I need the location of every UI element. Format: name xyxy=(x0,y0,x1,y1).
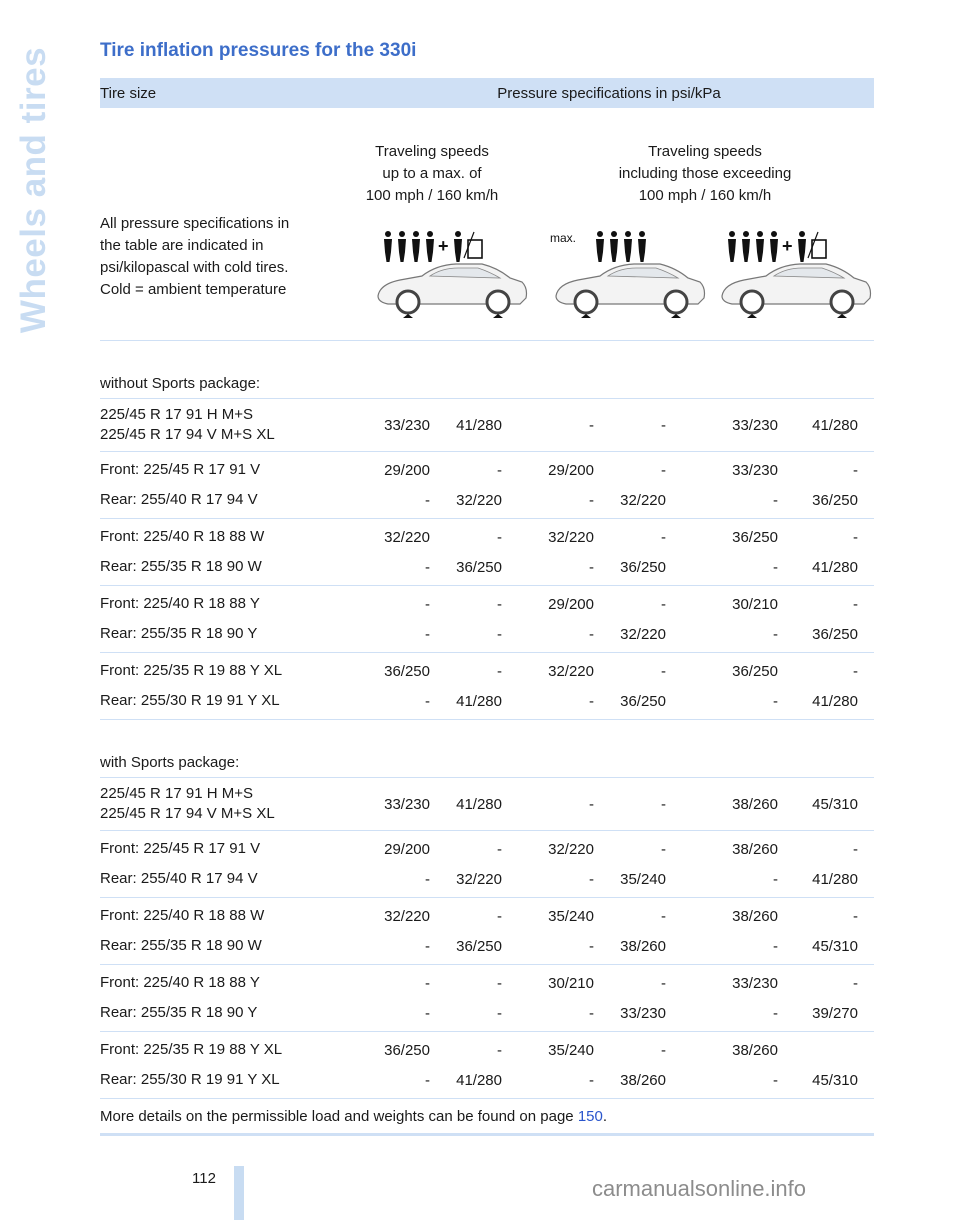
pressure-value: 32/220 xyxy=(384,528,430,546)
pressure-value: 33/230 xyxy=(732,974,778,992)
pressure-value: 41/280 xyxy=(456,416,502,434)
pressure-value: 41/280 xyxy=(812,870,858,888)
table-row xyxy=(100,901,874,931)
tire-size-label: Front: 225/40 R 18 88 W xyxy=(100,907,265,924)
pressure-value: - xyxy=(773,558,778,576)
speed-exceeding-label: Traveling speeds including those exceeding 100 mph / 160 km/h xyxy=(618,143,792,204)
pressure-value: 29/200 xyxy=(548,595,594,613)
pressure-value: - xyxy=(773,1004,778,1022)
pressure-value: 36/250 xyxy=(620,692,666,710)
pressure-value: 33/230 xyxy=(620,1004,666,1022)
pressure-table xyxy=(100,78,874,1136)
tire-group xyxy=(100,399,874,452)
pressure-value: - xyxy=(853,840,858,858)
pressure-value: - xyxy=(425,692,430,710)
tire-group xyxy=(100,831,874,898)
table-row xyxy=(100,402,874,448)
pressure-value: - xyxy=(589,795,594,813)
tire-group xyxy=(100,898,874,965)
table-row xyxy=(100,834,874,864)
table-row xyxy=(100,998,874,1028)
tire-size-label: Rear: 255/30 R 19 91 Y XL xyxy=(100,692,280,709)
max-passengers-icon xyxy=(548,218,708,328)
pressure-value: - xyxy=(497,528,502,546)
tire-size-label: 225/45 R 17 91 H M+S 225/45 R 17 94 V M+S XL xyxy=(100,785,275,822)
pressure-value: 38/260 xyxy=(620,1071,666,1089)
pressure-sections xyxy=(100,341,874,1099)
pressure-value: - xyxy=(589,416,594,434)
pressure-value: - xyxy=(661,974,666,992)
pressure-value: 29/200 xyxy=(384,461,430,479)
pressure-value: - xyxy=(497,974,502,992)
pressure-value: - xyxy=(661,795,666,813)
pressure-value: 36/250 xyxy=(732,528,778,546)
tire-size-label: Rear: 255/35 R 18 90 Y xyxy=(100,625,258,642)
tire-group xyxy=(100,519,874,586)
pressure-value: - xyxy=(853,907,858,925)
pressure-value: 35/240 xyxy=(620,870,666,888)
pressure-value: 33/230 xyxy=(732,461,778,479)
tire-size-label: Rear: 255/35 R 18 90 W xyxy=(100,937,262,954)
pressure-value: 32/220 xyxy=(620,625,666,643)
pressure-value: 32/220 xyxy=(384,907,430,925)
pressure-value: 36/250 xyxy=(732,662,778,680)
watermark: carmanualsonline.info xyxy=(592,1176,807,1201)
pressure-value: 36/250 xyxy=(812,491,858,509)
pressure-value: 36/250 xyxy=(384,1041,430,1059)
pressure-value: 38/260 xyxy=(732,795,778,813)
pressure-value: - xyxy=(661,416,666,434)
pressure-value: 45/310 xyxy=(812,1071,858,1089)
tire-size-label: Front: 225/40 R 18 88 W xyxy=(100,528,265,545)
pressure-value: 33/230 xyxy=(384,795,430,813)
pressure-value: - xyxy=(661,528,666,546)
pressure-value: - xyxy=(773,870,778,888)
speed-up-to-label: Traveling speeds up to a max. of 100 mph / 160 km/h xyxy=(365,143,499,204)
pressure-value: - xyxy=(497,595,502,613)
pressure-value: - xyxy=(661,461,666,479)
pressure-value: 38/260 xyxy=(620,937,666,955)
pressure-value: - xyxy=(661,1041,666,1059)
pressure-value: - xyxy=(497,907,502,925)
tire-size-label: Front: 225/35 R 19 88 Y XL xyxy=(100,1041,283,1058)
tire-group xyxy=(100,653,874,720)
svg-text:+: + xyxy=(782,236,793,256)
page-title: Tire inflation pressures for the 330i xyxy=(100,40,417,61)
pressure-value: 41/280 xyxy=(456,692,502,710)
table-row xyxy=(100,931,874,961)
pressure-value: 41/280 xyxy=(812,692,858,710)
pressure-value: - xyxy=(497,1004,502,1022)
pressure-value: - xyxy=(853,595,858,613)
table-row xyxy=(100,656,874,686)
pressure-value: - xyxy=(497,840,502,858)
tire-size-label: Front: 225/35 R 19 88 Y XL xyxy=(100,662,283,679)
table-row xyxy=(100,1035,874,1065)
pressure-value: - xyxy=(425,1071,430,1089)
pressure-value: 45/310 xyxy=(812,937,858,955)
svg-text:+: + xyxy=(438,236,449,256)
cold-tire-note: All pressure specifications in the table are indicated in psi/kilopascal with cold tires. Cold = ambient temperature xyxy=(100,215,290,298)
pressure-value: - xyxy=(661,840,666,858)
full-load-icon xyxy=(714,218,874,328)
table-row xyxy=(100,686,874,716)
table-header xyxy=(100,78,874,108)
pressure-value: 41/280 xyxy=(812,416,858,434)
section-label: with Sports package: xyxy=(100,720,874,778)
pressure-header: Pressure specifications in psi/kPa xyxy=(497,84,721,102)
pressure-value: - xyxy=(589,870,594,888)
pressure-value: 29/200 xyxy=(548,461,594,479)
pressure-value: - xyxy=(853,461,858,479)
pressure-value: - xyxy=(497,461,502,479)
pressure-value: 33/230 xyxy=(384,416,430,434)
pressure-value: - xyxy=(497,625,502,643)
pressure-value: 36/250 xyxy=(456,558,502,576)
page-link[interactable]: 150 xyxy=(577,1107,603,1125)
tire-size-label: Front: 225/40 R 18 88 Y xyxy=(100,595,260,612)
pressure-value: - xyxy=(425,595,430,613)
pressure-value: 38/260 xyxy=(732,907,778,925)
table-row xyxy=(100,781,874,827)
tire-size-label: Rear: 255/40 R 17 94 V xyxy=(100,870,258,887)
page-tab-bar xyxy=(234,1166,244,1220)
pressure-value: - xyxy=(773,491,778,509)
tire-size-label: Rear: 255/35 R 18 90 Y xyxy=(100,1004,258,1021)
table-row xyxy=(100,1065,874,1095)
pressure-value: 33/230 xyxy=(732,416,778,434)
table-row xyxy=(100,522,874,552)
pressure-value: 38/260 xyxy=(732,840,778,858)
tire-group xyxy=(100,778,874,831)
pressure-value: 30/210 xyxy=(732,595,778,613)
section-label: without Sports package: xyxy=(100,341,874,399)
tire-size-label: Front: 225/45 R 17 91 V xyxy=(100,461,261,478)
pressure-value: 39/270 xyxy=(812,1004,858,1022)
table-section xyxy=(100,720,874,1099)
pressure-value: - xyxy=(589,1071,594,1089)
pressure-value: 32/220 xyxy=(548,528,594,546)
pressure-value: 36/250 xyxy=(456,937,502,955)
pressure-value: - xyxy=(661,662,666,680)
tire-size-label: Rear: 255/40 R 17 94 V xyxy=(100,491,258,508)
pressure-value: 35/240 xyxy=(548,907,594,925)
tire-size-label: Front: 225/45 R 17 91 V xyxy=(100,840,261,857)
pressure-value: - xyxy=(661,907,666,925)
pressure-value: 32/220 xyxy=(456,491,502,509)
pressure-value: - xyxy=(773,692,778,710)
table-row xyxy=(100,619,874,649)
pressure-value: - xyxy=(853,974,858,992)
table-row xyxy=(100,455,874,485)
pressure-value: 36/250 xyxy=(812,625,858,643)
table-row xyxy=(100,485,874,515)
pressure-value: - xyxy=(589,558,594,576)
pressure-value: - xyxy=(853,528,858,546)
pressure-value: - xyxy=(589,625,594,643)
pressure-value: - xyxy=(425,1004,430,1022)
tire-size-label: 225/45 R 17 91 H M+S 225/45 R 17 94 V M+S XL xyxy=(100,406,275,443)
tire-group xyxy=(100,1032,874,1099)
table-section xyxy=(100,341,874,720)
side-section-title: Wheels and tires xyxy=(14,46,53,334)
pressure-value: - xyxy=(773,937,778,955)
footer-note: More details on the permissible load and weights can be found on page 150 . xyxy=(100,1099,874,1136)
tire-group xyxy=(100,452,874,519)
tire-group xyxy=(100,965,874,1032)
pressure-value: 38/260 xyxy=(732,1041,778,1059)
pressure-value: 36/250 xyxy=(620,558,666,576)
pressure-value: - xyxy=(589,491,594,509)
pressure-value: - xyxy=(425,937,430,955)
pressure-value: 29/200 xyxy=(384,840,430,858)
pressure-value: 36/250 xyxy=(384,662,430,680)
pressure-value: 45/310 xyxy=(812,795,858,813)
pressure-value: 32/220 xyxy=(620,491,666,509)
pressure-value: 41/280 xyxy=(456,795,502,813)
pressure-value: - xyxy=(853,662,858,680)
pressure-value: 41/280 xyxy=(456,1071,502,1089)
tire-size-label: Rear: 255/30 R 19 91 Y XL xyxy=(100,1071,280,1088)
pressure-value: 32/220 xyxy=(548,840,594,858)
table-row xyxy=(100,589,874,619)
table-row xyxy=(100,552,874,582)
speed-header-block xyxy=(100,108,874,341)
pressure-value: - xyxy=(773,625,778,643)
table-row xyxy=(100,864,874,894)
pressure-value: - xyxy=(589,692,594,710)
pressure-value: 41/280 xyxy=(812,558,858,576)
pressure-value: - xyxy=(425,974,430,992)
pressure-value: - xyxy=(589,1004,594,1022)
pressure-value: 32/220 xyxy=(456,870,502,888)
table-row xyxy=(100,968,874,998)
pressure-value: - xyxy=(661,595,666,613)
tire-size-header: Tire size xyxy=(100,84,157,102)
pressure-value: - xyxy=(497,1041,502,1059)
pressure-value: - xyxy=(425,625,430,643)
svg-text:max.: max. xyxy=(550,231,577,245)
pressure-value: - xyxy=(425,491,430,509)
pressure-value: 35/240 xyxy=(548,1041,594,1059)
pressure-value: - xyxy=(497,662,502,680)
tire-size-label: Front: 225/40 R 18 88 Y xyxy=(100,974,260,991)
pressure-value: - xyxy=(773,1071,778,1089)
pressure-value: - xyxy=(589,937,594,955)
tire-size-label: Rear: 255/35 R 18 90 W xyxy=(100,558,262,575)
pressure-value: - xyxy=(425,870,430,888)
page-number: 112 xyxy=(192,1170,216,1187)
pressure-value: 32/220 xyxy=(548,662,594,680)
pressure-value: 30/210 xyxy=(548,974,594,992)
tire-group xyxy=(100,586,874,653)
pressure-value: - xyxy=(425,558,430,576)
full-load-icon xyxy=(370,218,530,328)
